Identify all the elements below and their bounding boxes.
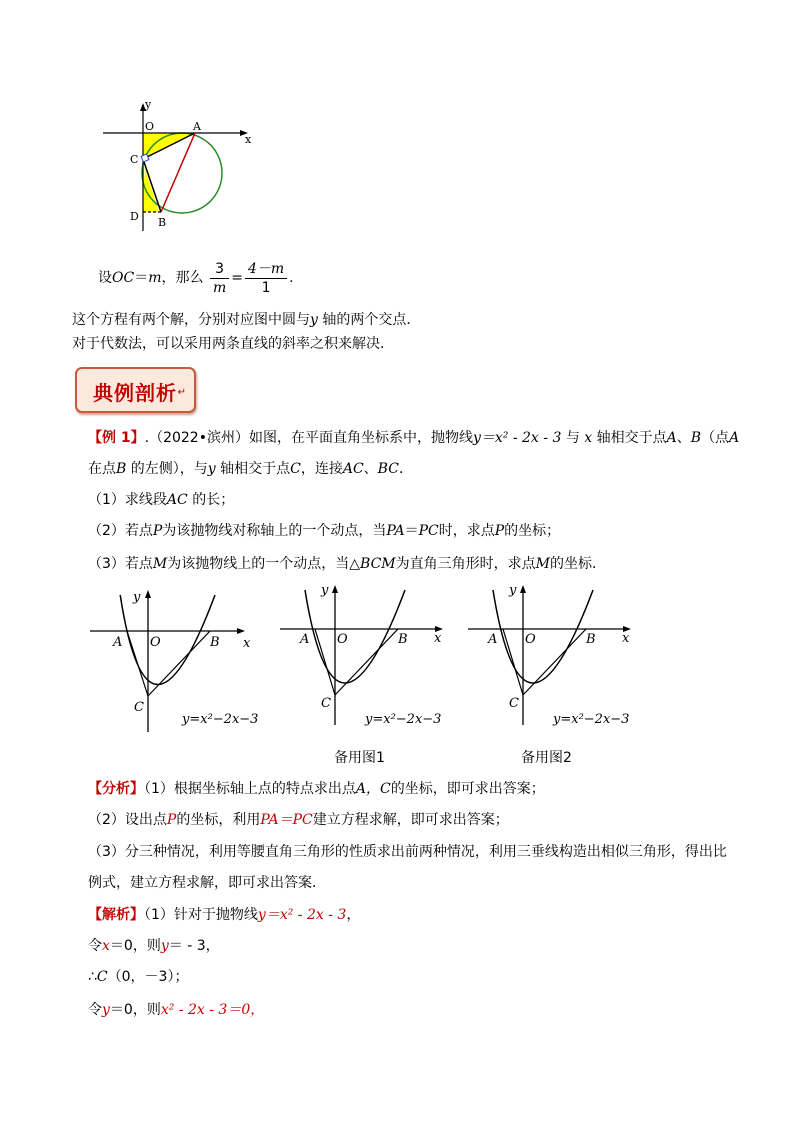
- question-2: （2）若点P为该抛物线对称轴上的一个动点，当PA＝PC时，求点P的坐标；: [88, 523, 561, 539]
- fraction-4-minus-m: $\frac{4-m}{1}$: [245, 260, 287, 297]
- svg-text:x: x: [434, 631, 442, 646]
- svg-text:B: B: [210, 635, 220, 650]
- svg-text:y: y: [509, 583, 517, 598]
- svg-text:y=x²−2x−3: y=x²−2x−3: [182, 712, 259, 727]
- svg-text:A: A: [488, 632, 498, 647]
- paragraph-two-solutions: 这个方程有两个解，分别对应图中圆与y 轴的两个交点．: [72, 312, 421, 328]
- svg-text:A: A: [300, 632, 310, 647]
- svg-text:B: B: [398, 632, 408, 647]
- section-badge: [75, 367, 196, 413]
- solution-line-2: 令x＝0，则y＝ - 3，: [88, 938, 220, 954]
- svg-text:O: O: [150, 635, 161, 650]
- setup-line: 设OC＝m，那么 $\frac{3}{m}$ = $\frac{4-m}{1}$ .: [98, 260, 294, 296]
- solution-line-3: ∴C（0，－3）；: [88, 969, 189, 985]
- solution-line-1: 【解析】（1）针对于抛物线y＝x² - 2x - 3，: [88, 907, 361, 923]
- svg-text:y=x²−2x−3: y=x²−2x−3: [365, 712, 442, 727]
- solution-line-4: 令y＝0，则x² - 2x - 3＝0，: [88, 1002, 265, 1018]
- svg-text:x: x: [622, 631, 630, 646]
- svg-text:C: C: [321, 696, 331, 711]
- svg-text:B: B: [586, 632, 596, 647]
- label-x: x: [245, 133, 252, 146]
- label-a: A: [193, 120, 201, 133]
- circle-figure: [95, 98, 260, 238]
- caption-backup-2: 备用图2: [521, 750, 572, 766]
- badge-title: 典例剖析: [93, 381, 177, 405]
- label-y: y: [145, 98, 152, 111]
- svg-text:x: x: [243, 636, 251, 651]
- analysis-line-1: 【分析】（1）根据坐标轴上点的特点求出点A，C的坐标，即可求出答案；: [88, 781, 545, 797]
- label-o: O: [145, 120, 155, 133]
- svg-text:O: O: [525, 632, 536, 647]
- fraction-3-over-m: $\frac{3}{m}$: [210, 260, 229, 297]
- parabola-graph-main: [90, 585, 260, 735]
- caption-backup-1: 备用图1: [334, 750, 385, 766]
- analysis-line-4: 例式，建立方程求解，即可求出答案．: [88, 875, 326, 891]
- question-3: （3）若点M为该抛物线上的一个动点，当△BCM为直角三角形时，求点M的坐标．: [88, 556, 606, 572]
- svg-text:y: y: [133, 590, 141, 605]
- svg-text:y=x²−2x−3: y=x²−2x−3: [553, 712, 630, 727]
- svg-text:O: O: [337, 632, 348, 647]
- parabola-graph-backup-2: [466, 580, 641, 730]
- svg-text:A: A: [113, 635, 123, 650]
- svg-text:y: y: [321, 583, 329, 598]
- return-mark-icon: ↵: [177, 387, 186, 398]
- label-d: D: [130, 210, 139, 223]
- example-line-1: 【例 1】.（2022•滨州）如图，在平面直角坐标系中，抛物线y＝x² - 2x - 3 与 x 轴相交于点A、B（点A: [88, 430, 740, 446]
- analysis-line-2: （2）设出点P的坐标，利用PA＝PC建立方程求解，即可求出答案；: [88, 812, 509, 828]
- paragraph-algebra-method: 对于代数法，可以采用两条直线的斜率之积来解决.: [72, 336, 385, 352]
- svg-text:C: C: [134, 700, 144, 715]
- label-c: C: [130, 153, 139, 166]
- parabola-graph-backup-1: [278, 580, 448, 730]
- question-1: （1）求线段AC 的长；: [88, 492, 235, 508]
- analysis-line-3: （3）分三种情况，利用等腰直角三角形的性质求出前两种情况，利用三垂线构造出相似三角形，得出比: [88, 844, 727, 860]
- example-line-2: 在点B 的左侧），与y 轴相交于点C，连接AC、BC．: [88, 461, 413, 477]
- circle: [142, 133, 222, 213]
- svg-text:C: C: [509, 696, 519, 711]
- label-b: B: [158, 216, 167, 229]
